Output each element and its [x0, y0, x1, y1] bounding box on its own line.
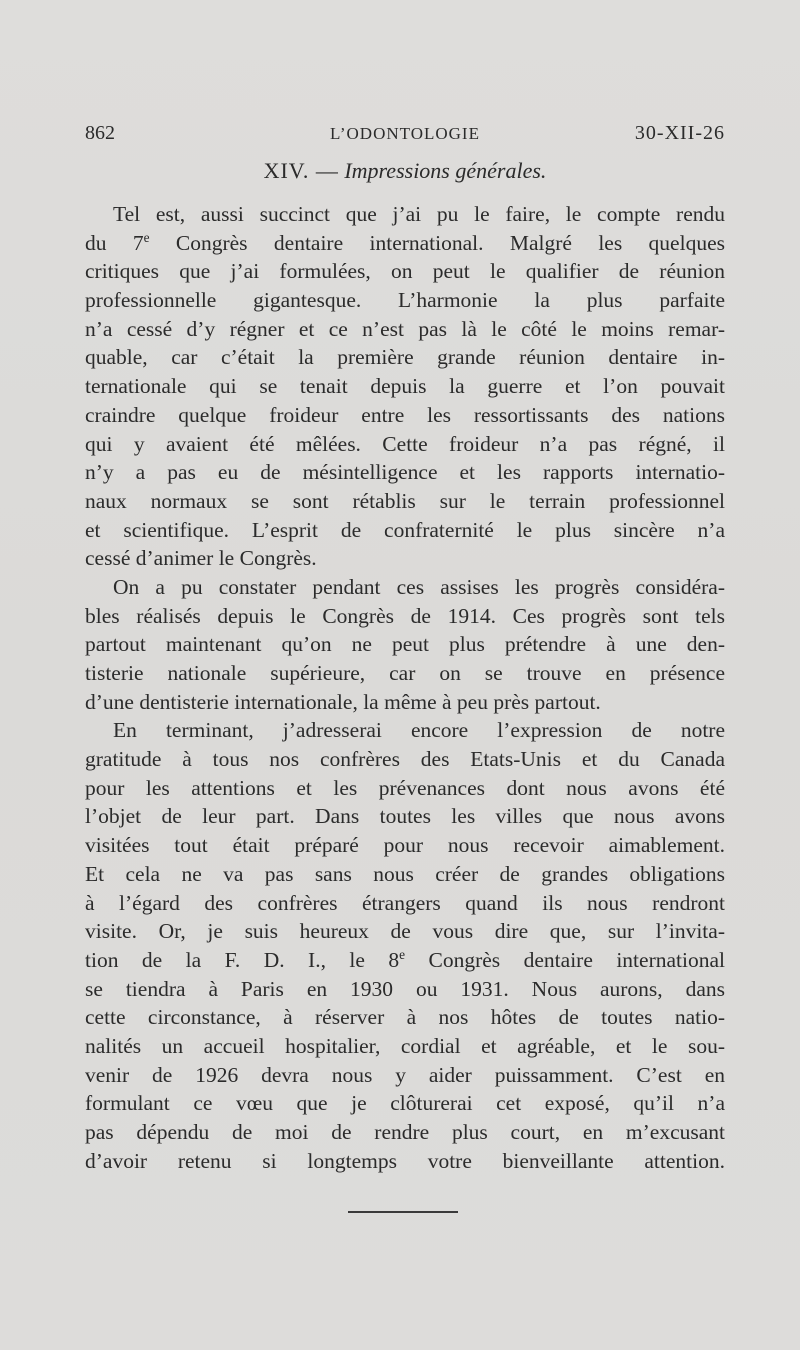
text-line: partout maintenant qu’on ne peut plus prétendre à une den- — [85, 632, 725, 657]
text-line: tion de la F. D. I., le 8e Congrès dentaire international — [85, 946, 725, 972]
text-line: ternationale qui se tenait depuis la guerre et l’on pouvait — [85, 374, 725, 399]
page-header — [85, 122, 725, 152]
text-line: pas dépendu de moi de rendre plus court, en m’excusant — [85, 1120, 725, 1144]
text-line: du 7e Congrès dentaire international. Malgré les quelques — [85, 229, 725, 255]
text-line: à l’égard des confrères étrangers quand ils nous rendront — [85, 890, 725, 915]
text-line: n’y a pas eu de mésintelligence et les rapports internatio- — [85, 460, 725, 485]
text-line: d’avoir retenu si longtemps votre bienveillante attention. — [85, 1148, 725, 1173]
text-line: formulant ce vœu que je clôturerai cet exposé, qu’il n’a — [85, 1091, 725, 1116]
text-line: tisterie nationale supérieure, car on se trouve en présence — [85, 661, 725, 685]
text-line: visite. Or, je suis heureux de vous dire que, sur l’invita- — [85, 919, 725, 944]
text-line: On a pu constater pendant ces assises les progrès considéra- — [113, 574, 725, 599]
section-numeral: XIV. — — [263, 158, 339, 183]
page-number: 862 — [85, 122, 115, 144]
text-line: pour les attentions et les prévenances dont nous avons été — [85, 775, 725, 800]
text-line: Tel est, aussi succinct que j’ai pu le faire, le compte rendu — [113, 202, 725, 226]
text-line: Et cela ne va pas sans nous créer de grandes obligations — [85, 861, 725, 886]
issue-date: 30-XII-26 — [634, 122, 725, 144]
text-line: l’objet de leur part. Dans toutes les villes que nous avons — [85, 804, 725, 829]
text-line: n’a cessé d’y régner et ce n’est pas là le côté le moins remar- — [85, 316, 725, 341]
text-line: bles réalisés depuis le Congrès de 1914. Ces progrès sont tels — [85, 603, 725, 628]
text-line: et scientifique. L’esprit de confraternité le plus sincère n’a — [85, 517, 725, 542]
text-line: critiques que j’ai formulées, on peut le qualifier de réunion — [85, 259, 725, 284]
text-line: quable, car c’était la première grande réunion dentaire in- — [85, 345, 725, 370]
body-text — [85, 200, 725, 1175]
text-line: naux normaux se sont rétablis sur le terrain professionnel — [85, 488, 725, 513]
running-title: L’ODONTOLOGIE — [330, 124, 480, 143]
text-line: se tiendra à Paris en 1930 ou 1931. Nous aurons, dans — [85, 976, 725, 1001]
text-line: visitées tout était préparé pour nous recevoir aimablement. — [85, 833, 725, 858]
section-heading: Impressions générales. — [344, 158, 547, 183]
paragraph — [85, 716, 725, 1175]
text-line: craindre quelque froideur entre les ressortissants des nations — [85, 402, 725, 427]
text-line: d’une dentisterie internationale, la même à peu près partout. — [85, 689, 601, 714]
paragraph — [85, 573, 725, 716]
text-line: cessé d’animer le Congrès. — [85, 546, 317, 571]
text-line: qui y avaient été mêlées. Cette froideur n’a pas régné, il — [85, 431, 725, 456]
paragraph — [85, 200, 725, 573]
text-line: professionnelle gigantesque. L’harmonie la plus parfaite — [85, 288, 725, 313]
text-line: gratitude à tous nos confrères des Etats-Unis et du Canada — [85, 747, 725, 772]
text-line: nalités un accueil hospitalier, cordial et agréable, et le sou- — [85, 1033, 725, 1058]
end-rule — [348, 1211, 458, 1213]
text-line: cette circonstance, à réserver à nos hôtes de toutes natio- — [85, 1005, 725, 1030]
text-line: venir de 1926 devra nous y aider puissamment. C’est en — [85, 1062, 725, 1087]
section-title — [85, 158, 725, 184]
text-line: En terminant, j’adresserai encore l’expression de notre — [113, 718, 725, 743]
